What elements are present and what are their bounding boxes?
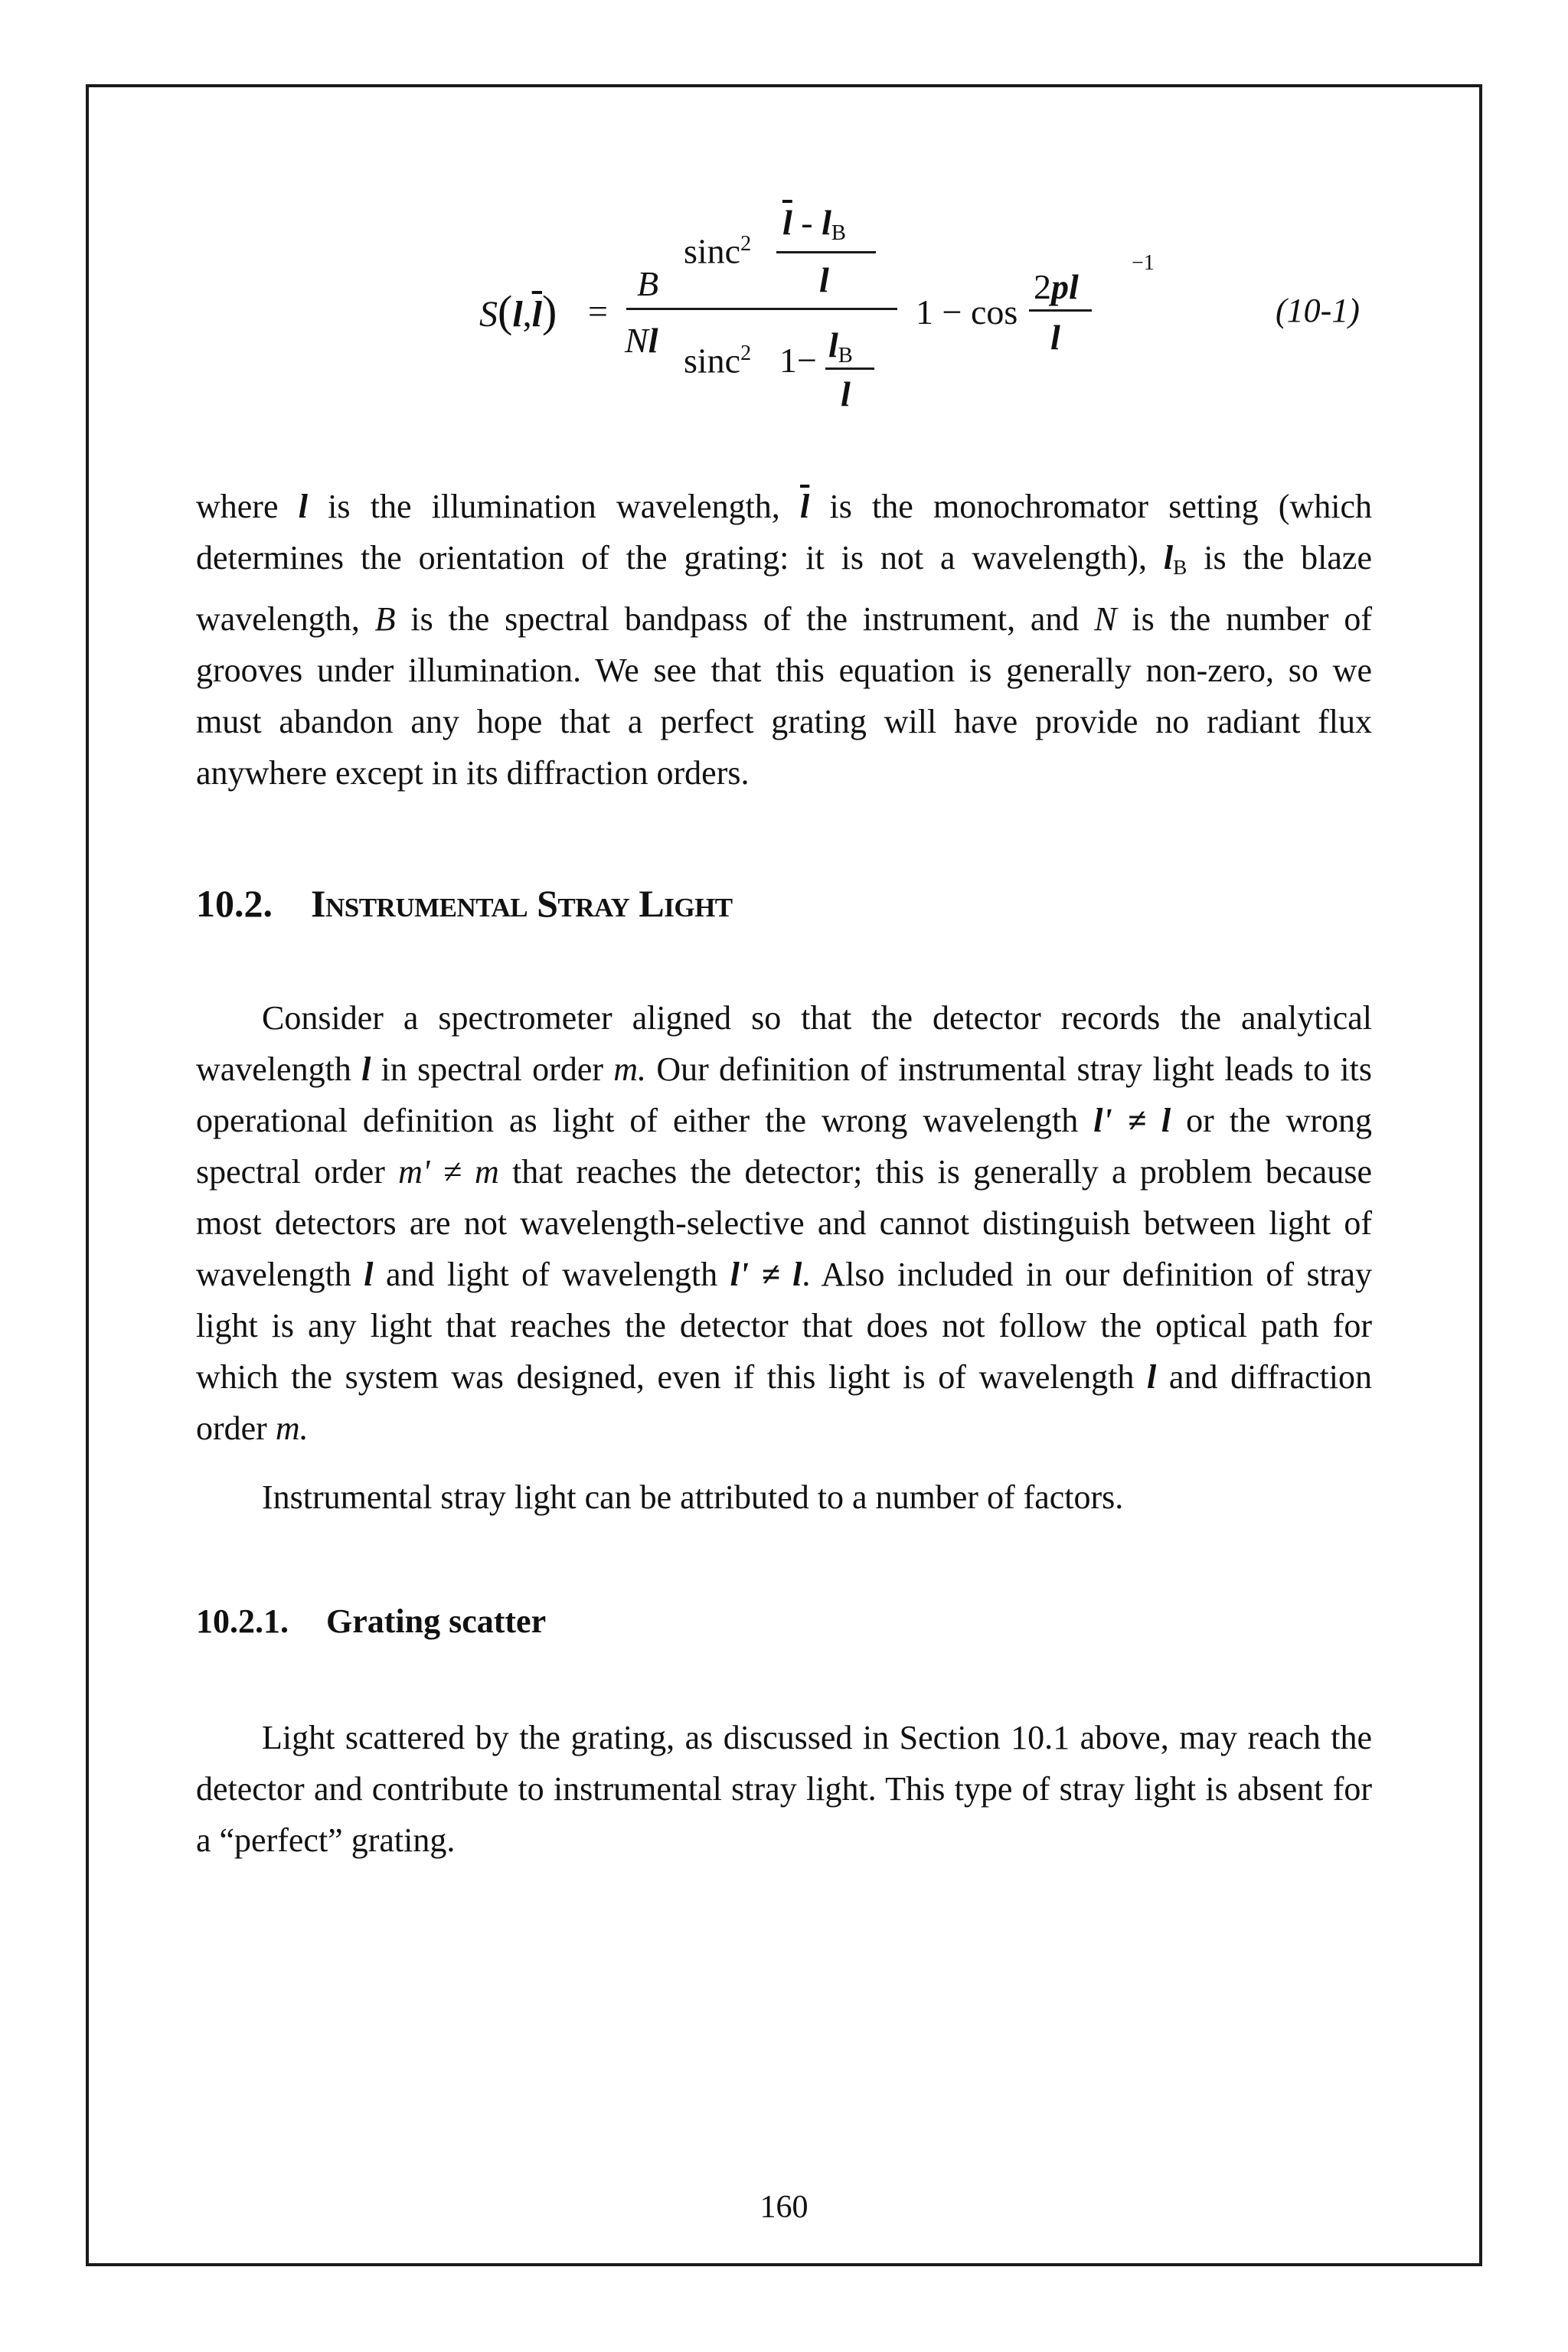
fraction-bar-B — [626, 308, 675, 310]
fraction-bar-den — [825, 368, 874, 370]
sinc-square: 2 — [740, 232, 752, 256]
den-den-lambda: l — [841, 374, 851, 413]
symbol-B: B — [374, 599, 396, 638]
paragraph-stray-light-definition — [196, 992, 1372, 1454]
equation-lambda: l — [512, 294, 523, 335]
fraction-bar-cos — [1029, 309, 1092, 312]
text-run: Our definition of instrumental stray light leads to its operational definition as light of either the wrong wavelength — [196, 1050, 1373, 1139]
equation-paren-open: ( — [498, 286, 513, 336]
equation-N-lambda-sym: l — [648, 321, 658, 360]
equation-exponent: −1 — [1132, 251, 1155, 275]
equation-lambda-bar: $\overline{l}$ — [531, 294, 543, 335]
num-lambda-bar: $\overline{l}$ — [782, 203, 792, 242]
text-run: Consider a spectrometer aligned so that the detector records the analytical wavelength — [196, 999, 1372, 1088]
text-run: where — [196, 488, 299, 525]
equation-S: S — [479, 294, 498, 335]
text-run: and diffraction order — [196, 1358, 1372, 1447]
fraction-bar-main — [675, 308, 897, 310]
symbol-lambda-prime-ne: l' ≠ l — [730, 1256, 802, 1293]
text-run: that reaches the detector; this is generally a problem because most detectors are not wavelength-selective and cannot distinguish between light of wavelength — [196, 1153, 1372, 1293]
cos-two: 2 — [1034, 267, 1051, 306]
sinc-label: sinc — [684, 231, 741, 271]
num-lambda-B: l — [822, 203, 831, 242]
section-title: Instrumental Stray Light — [311, 882, 733, 925]
text-run: or the wrong spectral order — [196, 1102, 1372, 1191]
section-number: 10.2. — [196, 882, 273, 925]
symbol-lambda: l — [298, 488, 308, 525]
subsection-heading — [196, 1602, 546, 1642]
text-run: in spectral order — [371, 1050, 614, 1088]
equation-N: N — [625, 321, 648, 360]
symbol-lambda-B: l — [1163, 539, 1174, 577]
equation-num-inner-top — [782, 205, 846, 245]
symbol-lambda-prime-ne: l' ≠ l — [1093, 1102, 1171, 1139]
text-run: and light of wavelength — [373, 1256, 730, 1293]
cos-den-lambda: l — [1050, 318, 1060, 357]
section-heading — [196, 880, 733, 926]
equation-10-1 — [0, 0, 1568, 429]
fraction-bar-num — [776, 251, 876, 253]
num-minus: - — [792, 203, 822, 242]
equation-number: (10-1) — [1276, 292, 1360, 329]
den-lambda-B-sym: l — [828, 325, 838, 364]
symbol-lambda-bar: $\overline{l}$ — [800, 488, 810, 525]
equation-comma: , — [522, 294, 532, 335]
one-minus-cos: 1 − cos — [916, 292, 1018, 332]
den-one-minus: 1− — [779, 341, 817, 380]
paragraph-factors: Instrumental stray light can be attributed to a number of factors. — [262, 1478, 1124, 1516]
num-lambda-B-sub: B — [831, 221, 846, 246]
den-lambda-B — [828, 325, 853, 368]
symbol-m-prime-ne: m' ≠ m — [398, 1153, 499, 1191]
den-lambda-B-sub: B — [838, 344, 853, 368]
text-run: is the spectral bandpass of the instrument, and — [395, 599, 1095, 638]
symbol-m: m. — [613, 1050, 647, 1088]
equation-lhs — [479, 286, 557, 336]
symbol-m: m. — [275, 1410, 309, 1447]
text-run: is the monochromator setting (which determines the orientation of the grating: it is not a wavelength), — [196, 488, 1372, 577]
equation-paren-close: ) — [542, 286, 557, 336]
text-run: is the number of grooves under illumination. We see that this equation is generally non-zero, so we must abandon any hope that a perfect grating will have provide no radiant flux anywhere except in its diffraction orders. — [196, 599, 1373, 792]
equation-N-lambda — [625, 323, 658, 358]
equation-equals: = — [588, 292, 608, 331]
num-den-lambda: l — [819, 260, 829, 299]
cos-numerator — [1034, 267, 1079, 306]
equation-B: B — [637, 264, 659, 303]
equation-den-sinc — [684, 341, 752, 381]
cos-pl: pl — [1051, 267, 1079, 306]
paragraph-definitions — [196, 481, 1372, 799]
symbol-lambda: l — [361, 1050, 371, 1088]
symbol-lambda-B-sub: B — [1173, 555, 1187, 579]
text-run: is the blaze wavelength, — [196, 539, 1372, 638]
sinc-label-den: sinc — [684, 341, 741, 381]
paragraph-grating-scatter: Light scattered by the grating, as discussed in Section 10.1 above, may reach the detector and contribute to instrumental stray light. This type of stray light is absent for a “perfect” grating. — [196, 1719, 1372, 1859]
symbol-N: N — [1094, 599, 1117, 638]
equation-num-sinc — [684, 231, 752, 271]
symbol-lambda: l — [364, 1256, 374, 1293]
text-run: is the illumination wavelength, — [307, 488, 801, 525]
subsection-number: 10.2.1. — [196, 1602, 289, 1640]
text-run: . Also included in our definition of stray light is any light that reaches the detector that does not follow the optical path for which the system was designed, even if this light is of wavelength — [196, 1256, 1373, 1396]
sinc-square-den: 2 — [740, 341, 752, 365]
page-number: 160 — [760, 2190, 808, 2225]
symbol-lambda: l — [1147, 1358, 1157, 1396]
subsection-title: Grating scatter — [326, 1602, 547, 1640]
